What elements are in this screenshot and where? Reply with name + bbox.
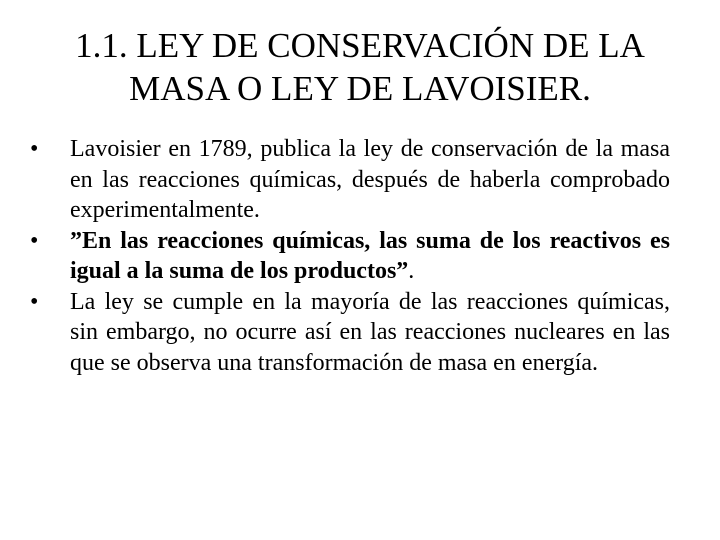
bullet-text: La ley se cumple en la mayoría de las reacciones químicas, sin embargo, no ocurre así en las reacciones nucleares en las que se observa una transformación de masa en energía. xyxy=(70,288,670,376)
bullet-item-nuclear-exception xyxy=(30,287,670,379)
bullet-dot-icon: • xyxy=(30,227,39,254)
bullet-item-law-statement xyxy=(30,226,670,287)
slide-title xyxy=(40,24,680,110)
bullet-list xyxy=(30,134,670,378)
bullet-dot-icon: • xyxy=(30,288,39,315)
slide-title-line-1: 1.1. LEY DE CONSERVACIÓN DE LA xyxy=(75,26,645,65)
bullet-bold-quote: ”En las reacciones químicas, las suma de los reactivos es igual a la suma de los productos” xyxy=(70,227,670,284)
bullet-item-lavoisier-1789 xyxy=(30,134,670,226)
slide-title-line-2: MASA O LEY DE LAVOISIER. xyxy=(129,69,591,108)
bullet-text: Lavoisier en 1789, publica la ley de conservación de la masa en las reacciones químicas, después de haberla comprobado experimentalmente. xyxy=(70,136,670,223)
bullet-dot-icon: • xyxy=(30,136,39,162)
bullet-suffix: . xyxy=(408,258,415,284)
